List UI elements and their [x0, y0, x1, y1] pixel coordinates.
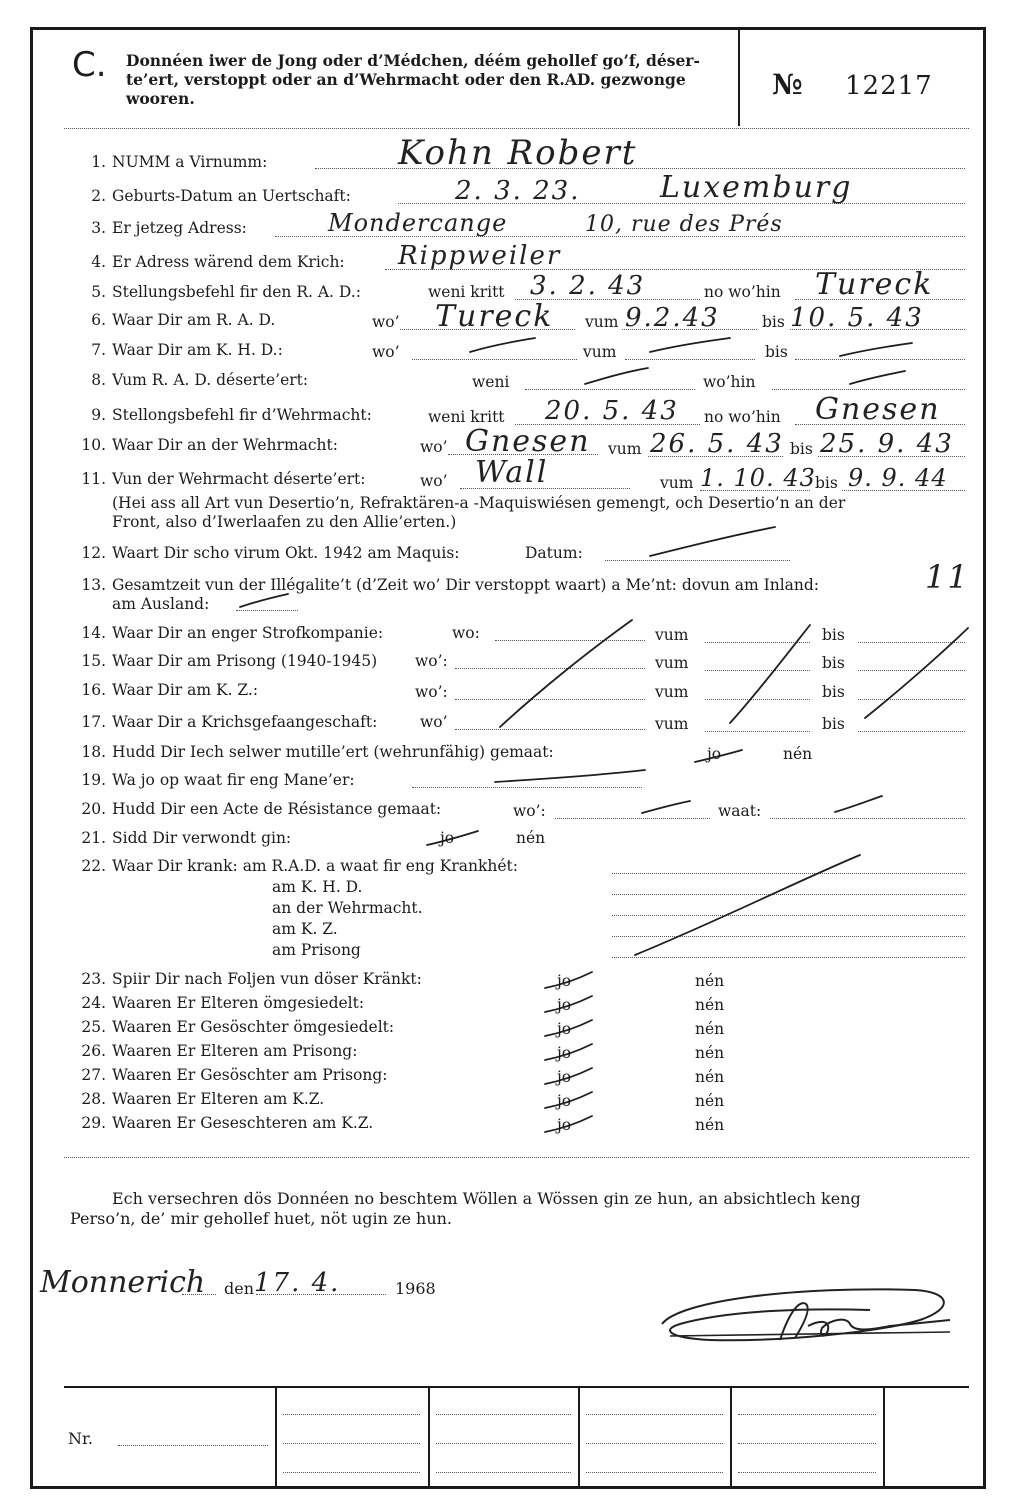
row-11-where-value: Wall: [475, 455, 549, 490]
row-26-no: nén: [695, 1044, 725, 1062]
row-12-label: 12. Waart Dir scho virum Okt. 1942 am Maquis:: [81, 544, 460, 562]
row-9-where-value: Gnesen: [815, 392, 941, 427]
row-11-to-value: 9. 9. 44: [848, 464, 948, 492]
document-number: 12217: [845, 71, 933, 101]
row-17-where-label: wo’: [420, 713, 448, 731]
row-11-from-value: 1. 10. 43: [700, 464, 816, 492]
section-letter: C.: [72, 45, 107, 85]
row-22-sub-2: an der Wehrmacht.: [272, 899, 423, 917]
signature-den: den: [224, 1279, 255, 1298]
row-8-where-label: wo’hin: [703, 373, 756, 391]
declaration-line-1: Ech versechren dös Donnéen no beschtem Wöllen a Wössen gin ze hun, an absichtlech keng: [112, 1189, 861, 1208]
signature-place: Monnerich: [40, 1265, 206, 1300]
row-9-when-value: 20. 5. 43: [545, 396, 679, 426]
row-26-label: 26. Waaren Er Elteren am Prisong:: [81, 1042, 358, 1060]
row-11-to-label: bis: [815, 474, 838, 492]
row-10-from-value: 26. 5. 43: [650, 429, 784, 459]
row-10-to-value: 25. 9. 43: [820, 429, 954, 459]
row-29-no: nén: [695, 1116, 725, 1134]
row-24-label: 24. Waaren Er Elteren ömgesiedelt:: [81, 994, 365, 1012]
row-13-abroad-label: am Ausland:: [112, 595, 210, 613]
row-2-birthplace: Luxemburg: [660, 170, 853, 205]
row-20-where-label: wo’:: [513, 802, 546, 820]
row-10-label: 10. Waar Dir an der Wehrmacht:: [81, 436, 338, 454]
row-7-label: 7. Waar Dir am K. H. D.:: [91, 341, 283, 359]
row-29-label: 29. Waaren Er Geseschteren am K.Z.: [81, 1114, 374, 1132]
row-22-sub-1: am K. H. D.: [272, 878, 363, 896]
row-7-from-label: vum: [583, 343, 617, 361]
row-15-where-label: wo’:: [415, 652, 448, 670]
row-25-yes: jo: [557, 1020, 572, 1038]
row-19-label: 19. Wa jo op waat fir eng Mane’er:: [81, 771, 355, 789]
row-5-when-label: weni kritt: [428, 283, 505, 301]
row-16-label: 16. Waar Dir am K. Z.:: [81, 681, 259, 699]
row-16-where-label: wo’:: [415, 683, 448, 701]
row-6-from-label: vum: [585, 313, 619, 331]
row-13-inland-value: 11: [925, 558, 970, 596]
row-15-to-label: bis: [822, 654, 845, 672]
row-11-note-line-2: Front, also d’Iwerlaafen zu den Allie’erten.): [112, 513, 457, 531]
row-21-yes: jo: [440, 829, 455, 847]
header-text-line-2: te’ert, verstoppt oder an d’Wehrmacht oder den R.AD. gezwonge: [126, 70, 686, 89]
row-14-label: 14. Waar Dir an enger Strofkompanie:: [81, 624, 384, 642]
row-20-what-label: waat:: [718, 802, 762, 820]
row-23-label: 23. Spiir Dir nach Foljen vun döser Kränkt:: [81, 970, 422, 988]
row-7-to-label: bis: [765, 343, 788, 361]
row-17-from-label: vum: [655, 715, 689, 733]
number-symbol: №: [772, 68, 803, 101]
row-22-sub-3: am K. Z.: [272, 920, 338, 938]
row-2-birthdate: 2. 3. 23.: [455, 176, 581, 206]
row-17-to-label: bis: [822, 715, 845, 733]
header-text-line-1: Donnéen iwer de Jong oder d’Médchen, déém gehollef go’f, déser-: [126, 51, 700, 70]
row-28-yes: jo: [557, 1092, 572, 1110]
row-11-label: 11. Vun der Wehrmacht déserte’ert:: [81, 470, 366, 488]
row-26-yes: jo: [557, 1044, 572, 1062]
row-3-address-street: 10, rue des Prés: [585, 212, 783, 237]
row-6-label: 6. Waar Dir am R. A. D.: [91, 311, 276, 329]
row-16-to-label: bis: [822, 683, 845, 701]
row-14-to-label: bis: [822, 626, 845, 644]
row-15-from-label: vum: [655, 654, 689, 672]
signature-date: 17. 4.: [254, 1268, 341, 1298]
row-10-where-label: wo’: [420, 438, 448, 456]
row-7-where-label: wo’: [372, 343, 400, 361]
signature-year: 1968: [395, 1279, 436, 1298]
row-21-label: 21. Sidd Dir verwondt gin:: [81, 829, 292, 847]
row-12-date-label: Datum:: [525, 544, 583, 562]
row-4-label: 4. Er Adress wärend dem Krich:: [91, 253, 345, 271]
row-1-label: 1. NUMM a Virnumm:: [91, 153, 268, 171]
row-25-no: nén: [695, 1020, 725, 1038]
row-9-when-label: weni kritt: [428, 408, 505, 426]
row-10-from-label: vum: [608, 440, 642, 458]
row-28-label: 28. Waaren Er Elteren am K.Z.: [81, 1090, 325, 1108]
row-24-yes: jo: [557, 996, 572, 1014]
declaration-line-2: Perso’n, de’ mir gehollef huet, nöt ugin ze hun.: [70, 1209, 453, 1228]
row-6-to-label: bis: [762, 313, 785, 331]
row-5-when-value: 3. 2. 43: [530, 271, 646, 301]
row-6-where-label: wo’: [372, 313, 400, 331]
row-23-yes: jo: [557, 972, 572, 990]
row-1-name-value: Kohn Robert: [398, 133, 638, 173]
row-11-from-label: vum: [660, 474, 694, 492]
row-23-no: nén: [695, 972, 725, 990]
row-9-where-label: no wo’hin: [704, 408, 781, 426]
row-22-label: 22. Waar Dir krank: am R.A.D. a waat fir eng Krankhét:: [81, 857, 518, 875]
row-3-label: 3. Er jetzeg Adress:: [91, 219, 247, 237]
row-18-label: 18. Hudd Dir Iech selwer mutille’ert (wehrunfähig) gemaat:: [81, 743, 554, 761]
row-5-label: 5. Stellungsbefehl fir den R. A. D.:: [91, 283, 361, 301]
row-14-where-label: wo:: [452, 624, 480, 642]
row-24-no: nén: [695, 996, 725, 1014]
row-18-no: nén: [783, 745, 813, 763]
row-27-label: 27. Waaren Er Gesöschter am Prisong:: [81, 1066, 388, 1084]
row-22-sub-4: am Prisong: [272, 941, 361, 959]
row-11-note-line-1: (Hei ass all Art vun Desertio’n, Refraktären-a -Maquiswiésen gemengt, och Desertio’n an der: [112, 494, 846, 512]
row-21-no: nén: [516, 829, 546, 847]
row-5-where-label: no wo’hin: [704, 283, 781, 301]
row-10-where-value: Gnesen: [465, 424, 591, 459]
row-9-label: 9. Stellongsbefehl fir d’Wehrmacht:: [91, 406, 372, 424]
row-28-no: nén: [695, 1092, 725, 1110]
row-20-label: 20. Hudd Dir een Acte de Résistance gemaat:: [81, 800, 442, 818]
row-2-label: 2. Geburts-Datum an Uertschaft:: [91, 187, 351, 205]
row-3-address-town: Mondercange: [328, 209, 508, 237]
row-27-no: nén: [695, 1068, 725, 1086]
row-8-label: 8. Vum R. A. D. déserte’ert:: [91, 371, 309, 389]
row-14-from-label: vum: [655, 626, 689, 644]
row-4-wartime-address: Rippweiler: [398, 241, 562, 271]
row-27-yes: jo: [557, 1068, 572, 1086]
row-15-label: 15. Waar Dir am Prisong (1940-1945): [81, 652, 378, 670]
row-29-yes: jo: [557, 1116, 572, 1134]
row-10-to-label: bis: [790, 440, 813, 458]
row-16-from-label: vum: [655, 683, 689, 701]
footer-nr-label: Nr.: [68, 1429, 93, 1448]
row-25-label: 25. Waaren Er Gesöschter ömgesiedelt:: [81, 1018, 395, 1036]
row-5-where-value: Tureck: [815, 267, 934, 302]
row-11-where-label: wo’: [420, 472, 448, 490]
header-text-line-3: wooren.: [126, 89, 195, 108]
row-6-to-value: 10. 5. 43: [790, 303, 924, 333]
row-17-label: 17. Waar Dir a Krichsgefaangeschaft:: [81, 713, 378, 731]
row-6-from-value: 9.2.43: [625, 303, 720, 333]
row-8-when-label: weni: [472, 373, 510, 391]
row-18-yes: jo: [707, 745, 722, 763]
row-13-label: 13. Gesamtzeit vun der Illégalite’t (d’Zeit wo’ Dir verstoppt waart) a Me’nt: dovun am Inland:: [81, 576, 820, 594]
row-6-where-value: Tureck: [435, 299, 554, 334]
